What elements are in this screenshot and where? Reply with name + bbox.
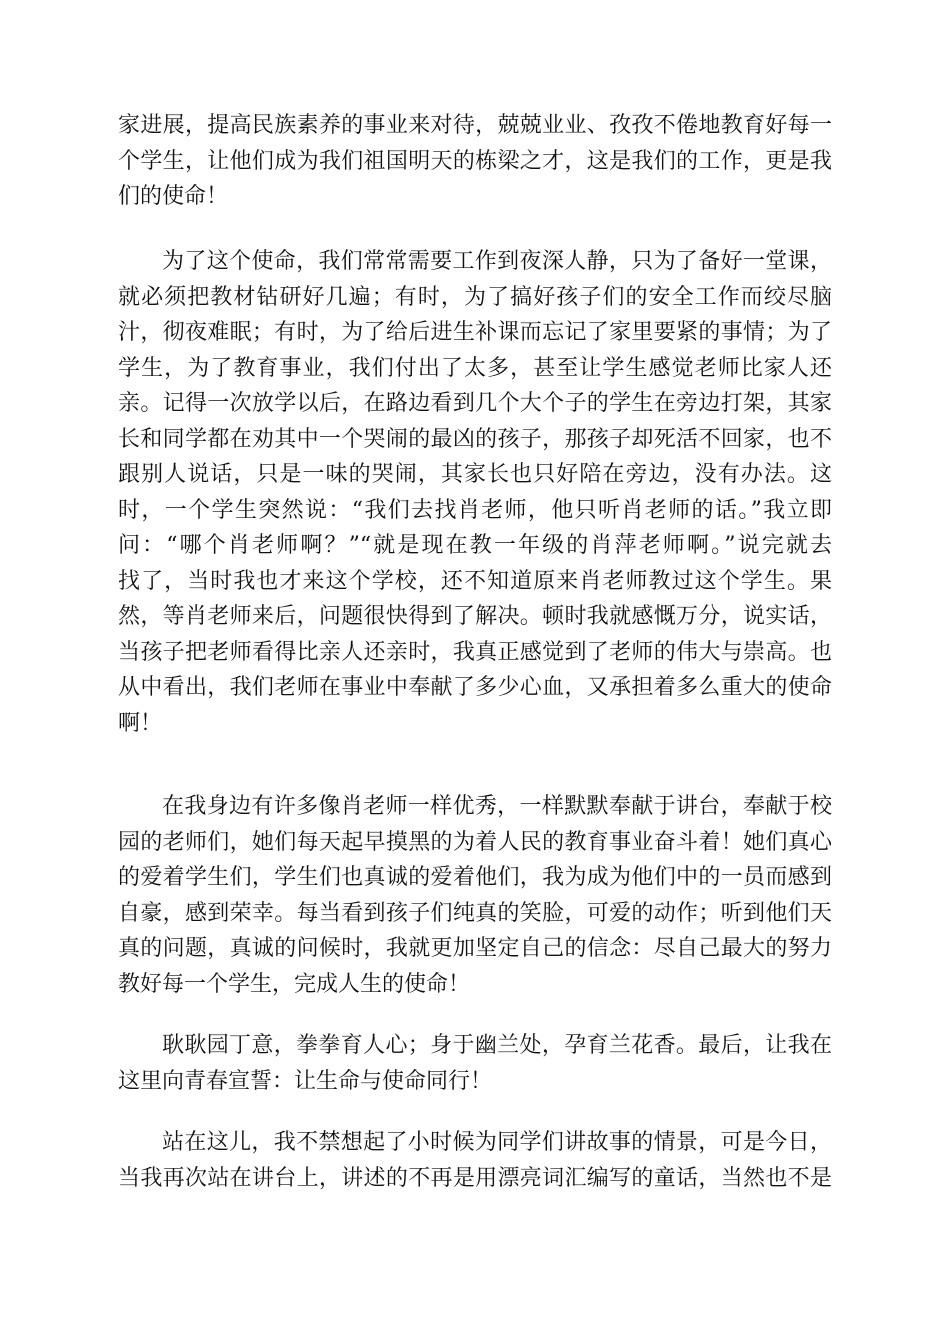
paragraph-line: 自豪，感到荣幸。每当看到孩子们纯真的笑脸，可爱的动作；听到他们天 [118,900,832,926]
paragraph-line: 啊！ [118,710,163,736]
paragraph-line: 从中看出，我们老师在事业中奉献了多少心血，又承担着多么重大的使命 [118,675,832,700]
paragraph-line: 为了这个使命，我们常常需要工作到夜深人静，只为了备好一堂课， [162,249,832,274]
paragraph-line: 长和同学都在劝其中一个哭闹的最凶的孩子，那孩子却死活不回家，也不 [118,426,832,452]
paragraph-line: 这里向青春宣誓：让生命与使命同行！ [118,1068,493,1094]
paragraph-4 [118,1028,832,1099]
paragraph-line: 耿耿园丁意，拳拳育人心；身于幽兰处，孕育兰花香。最后，让我在 [162,1033,832,1058]
paragraph-3 [118,789,832,1002]
paragraph-line: 们的使命！ [118,184,229,209]
paragraph-5 [118,1125,832,1196]
paragraph-line: 亲。记得一次放学以后，在路边看到几个大个子的学生在旁边打架，其家 [118,391,832,416]
paragraph-line: 就必须把教材钻研好几遍；有时，为了搞好孩子们的安全工作而绞尽脑 [118,284,832,310]
paragraph-2 [118,244,832,741]
paragraph-line: 跟别人说话，只是一味的哭闹，其家长也只好陪在旁边，没有办法。这 [118,462,832,487]
paragraph-line: 真的问题，真诚的问候时，我就更加坚定自己的信念：尽自己最大的努力 [118,936,832,961]
paragraph-line: 站在这儿，我不禁想起了小时候为同学们讲故事的情景，可是今日， [162,1130,832,1155]
paragraph-line: 个学生，让他们成为我们祖国明天的栋梁之才，这是我们的工作，更是我 [118,148,832,174]
paragraph-line: 学生，为了教育事业，我们付出了太多，甚至让学生感觉老师比家人还 [118,355,832,381]
paragraph-line: 然，等肖老师来后，问题很快得到了解决。顿时我就感慨万分，说实话， [118,604,832,629]
paragraph-line: 的爱着学生们，学生们也真诚的爱着他们，我为成为他们中的一员而感到 [118,865,832,890]
paragraph-line: 家进展，提高民族素养的事业来对待，兢兢业业、孜孜不倦地教育好每一 [118,113,832,138]
paragraph-line: 在我身边有许多像肖老师一样优秀，一样默默奉献于讲台，奉献于校 [162,794,832,819]
paragraph-line: 教好每一个学生，完成人生的使命！ [118,971,471,997]
paragraph-line: 汁，彻夜难眠；有时，为了给后进生补课而忘记了家里要紧的事情；为了 [118,320,832,345]
paragraph-line: 时，一个学生突然说：“我们去找肖老师，他只听肖老师的话。”我立即 [118,497,832,523]
paragraph-line: 问：“哪个肖老师啊？”“就是现在教一年级的肖萍老师啊。”说完就去 [118,533,832,558]
paragraph-line: 找了，当时我也才来这个学校，还不知道原来肖老师教过这个学生。果 [118,568,832,594]
paragraph-line: 当我再次站在讲台上，讲述的不再是用漂亮词汇编写的童话，当然也不是 [118,1165,832,1191]
paragraph-line: 园的老师们，她们每天起早摸黑的为着人民的教育事业奋斗着！她们真心 [118,829,832,855]
paragraph-1 [118,108,832,215]
paragraph-line: 当孩子把老师看得比亲人还亲时，我真正感觉到了老师的伟大与崇高。也 [118,639,832,665]
